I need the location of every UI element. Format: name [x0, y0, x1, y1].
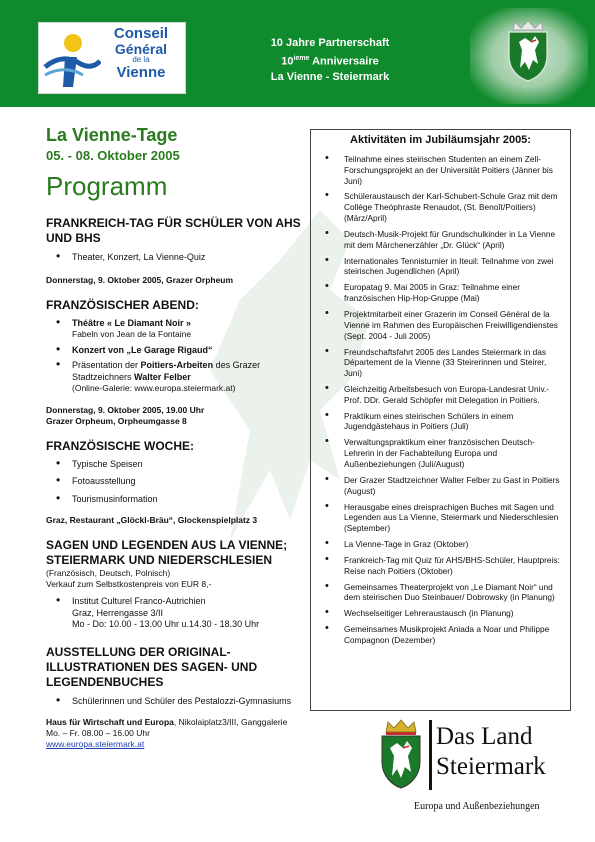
list-item: • Tourismusinformation	[46, 494, 302, 506]
logo-line-4: Vienne	[116, 63, 166, 81]
website-link[interactable]	[46, 739, 302, 750]
list-item	[46, 596, 302, 631]
conseil-general-emblem-icon	[43, 27, 101, 89]
header-title-line-1: 10 Jahre Partnerschaft	[270, 37, 390, 49]
activity-item: • Herausgabe eines dreisprachigen Buches mit Sagen und Legenden aus La Vienne, Steiermark und Niederschlesien (September)	[311, 502, 570, 534]
website-link-text[interactable]: www.europa.steiermark.at	[46, 739, 145, 749]
activity-item: • Frankreich-Tag mit Quiz für AHS/BHS-Schüler, Hauptpreis: Reise nach Poitiers (Oktober)	[311, 555, 570, 577]
activity-item: • Verwaltungspraktikum einer französischen Deutsch-Lehrerin in der Fachabteilung Europa und Außenbeziehungen (Juli/August)	[311, 437, 570, 469]
section-list	[46, 252, 302, 264]
list-item-text: Präsentation der	[72, 360, 141, 370]
land-steiermark-wordmark	[436, 722, 546, 782]
land-line-1: Das Land	[436, 723, 533, 750]
activity-item: • Der Grazer Stadtzeichner Walter Felber zu Gast in Poitiers (August)	[311, 475, 570, 497]
land-line-2: Steiermark	[436, 753, 546, 780]
list-item-sub: (Online-Galerie: www.europa.steiermark.at)	[72, 383, 236, 393]
section-where: Grazer Orpheum, Orpheumgasse 8	[46, 415, 187, 426]
list-item-sub: Fabeln von Jean de la Fontaine	[72, 329, 192, 339]
list-item-line: Mo - Do: 10.00 - 13.00 Uhr u.14.30 - 18.30 Uhr	[72, 619, 260, 629]
styrian-coat-of-arms-icon	[505, 20, 551, 82]
activity-item: • Gleichzeitig Arbeitsbesuch von Europa-Landesrat Univ.-Prof. DDr. Gerald Schöpfer mit Delegation in Poitiers.	[311, 384, 570, 406]
header-title-line-3: La Vienne - Steiermark	[270, 70, 390, 83]
section-heading: FRANKREICH-TAG FÜR SCHÜLER VON AHS UND BHS	[46, 216, 301, 245]
activity-item: • Gemeinsames Musikprojekt Aniada a Noar und Philippe Compagnon (Dezember)	[311, 624, 570, 646]
section-where-rest: , Nikolaiplatz3/III, Ganggalerie	[173, 717, 288, 727]
header-title-sup: ieme	[293, 55, 310, 62]
list-item-line: Graz, Herrengasse 3/II	[72, 607, 164, 618]
section-where	[46, 717, 302, 728]
list-item	[46, 345, 302, 357]
list-item: • Typische Speisen	[46, 459, 302, 471]
logo-line-1: Conseil	[113, 25, 169, 42]
programm-heading: Programm	[46, 171, 168, 201]
activity-item: • Teilnahme eines steirischen Studenten an einem Zell-Forschungsprojekt an der Universität Poitiers (Jänner bis Juni)	[311, 154, 570, 186]
header-title-line-2	[235, 51, 425, 70]
section-where-bold: Haus für Wirtschaft und Europa	[46, 717, 174, 727]
activity-item: • Deutsch-Musik-Projekt für Grundschulkinder in La Vienne mit dem Märchenerzähler „Dr. Glück“ (April)	[311, 229, 570, 251]
activity-item: • Internationales Tennisturnier in Iteuil: Teilnahme von zwei steirischen Jugendlichen (April)	[311, 256, 570, 278]
activity-item: • Europatag 9. Mai 2005 in Graz: Teilnahme einer französischen Hip-Hop-Gruppe (Mai)	[311, 282, 570, 304]
section-sagen-und-legenden	[46, 538, 302, 631]
section-franzoesische-woche	[46, 439, 302, 527]
list-item-bold: Walter Felber	[134, 371, 191, 382]
land-steiermark-crest-icon	[378, 718, 424, 790]
activity-item: • Projektmitarbeit einer Grazerin im Conseil Général de la Vienne im Rahmen des Europäischen Freiwilligendienstes (Sept. 2004 - Juli 2005)	[311, 309, 570, 341]
logo-line-2: Général	[114, 40, 168, 57]
section-where: Graz, Restaurant „Glöckl-Bräu“, Glockenspielplatz 3	[46, 515, 258, 525]
activity-item: • Gemeinsames Theaterprojekt von „Le Diamant Noir“ und dem steirischen Duo Steinbauer/ Dobrowsky (in Planung)	[311, 582, 570, 604]
section-frankreich-tag	[46, 216, 302, 286]
section-list	[46, 459, 302, 506]
list-item: • Schülerinnen und Schüler des Pestalozzi-Gymnasiums	[46, 696, 302, 708]
activities-box	[310, 129, 571, 711]
header-banner	[0, 0, 595, 107]
section-heading: SAGEN UND LEGENDEN AUS LA VIENNE; STEIERMARK UND NIEDERSCHLESIEN	[46, 538, 288, 567]
list-item-text: des Grazer Stadtzeichners	[72, 360, 261, 382]
conseil-general-wordmark	[99, 26, 183, 81]
list-item: • Fotoausstellung	[46, 476, 302, 488]
section-heading: AUSSTELLUNG DER ORIGINAL-ILLUSTRATIONEN DES SAGEN- UND LEGENDENBUCHES	[46, 644, 258, 689]
activities-list	[311, 154, 570, 646]
list-item-title: Théâtre « Le Diamant Noir »	[72, 317, 192, 328]
section-heading: FRANZÖSISCHER ABEND:	[46, 297, 199, 312]
list-item: • Theater, Konzert, La Vienne-Quiz	[46, 252, 302, 264]
section-languages: (Französisch, Deutsch, Polnisch)	[46, 568, 171, 578]
section-franzoesischer-abend	[46, 298, 302, 427]
section-ausstellung	[46, 645, 302, 751]
section-when: Donnerstag, 9. Oktober 2005, 19.00 Uhr	[46, 404, 205, 415]
section-list	[46, 696, 302, 708]
activity-item: • La Vienne-Tage in Graz (Oktober)	[311, 539, 570, 550]
activity-item: • Freundschaftsfahrt 2005 des Landes Steiermark in das Département de la Vienne (33 Steirerinnen und Steirer, Juni)	[311, 347, 570, 379]
header-title-anniversaire: Anniversaire	[309, 55, 379, 68]
section-hours: Mo. – Fr. 08.00 – 16.00 Uhr	[46, 728, 150, 738]
land-logo-divider	[429, 720, 432, 790]
event-dates: 05. - 08. Oktober 2005	[46, 148, 180, 163]
section-list	[46, 318, 302, 395]
activity-item: • Praktikum eines steirischen Schülers in einem Jugendgästehaus in Poitiers (Juli)	[311, 411, 570, 433]
list-item-line: Institut Culturel Franco-Autrichien	[72, 596, 206, 606]
list-item	[46, 318, 302, 341]
section-list	[46, 596, 302, 631]
header-title	[235, 36, 425, 85]
program-column	[46, 124, 302, 750]
activities-title: Aktivitäten im Jubiläumsjahr 2005:	[350, 134, 531, 146]
header-title-number: 10	[281, 55, 294, 68]
activity-item: • Schüleraustausch der Karl-Schubert-Schule Graz mit dem Collège Theóphraste Renaudot, (St. Benoît/Poitiers) (März/April)	[311, 191, 570, 223]
logo-line-3: de la	[132, 55, 150, 65]
list-item	[46, 360, 302, 395]
list-item-title: Konzert von „Le Garage Rigaud“	[72, 344, 213, 355]
section-heading: FRANZÖSISCHE WOCHE:	[46, 438, 194, 453]
activity-item: • Wechselseitiger Lehreraustausch (in Planung)	[311, 608, 570, 619]
event-title: La Vienne-Tage	[46, 125, 178, 145]
section-when: Donnerstag, 9. Oktober 2005, Grazer Orpheum	[46, 274, 234, 285]
list-item-bold: Poitiers-Arbeiten	[140, 360, 214, 370]
conseil-general-logo	[38, 22, 186, 94]
section-price: Verkauf zum Selbstkostenpreis von EUR 8,-	[46, 579, 212, 589]
land-subtitle: Europa und Außenbeziehungen	[414, 801, 540, 812]
